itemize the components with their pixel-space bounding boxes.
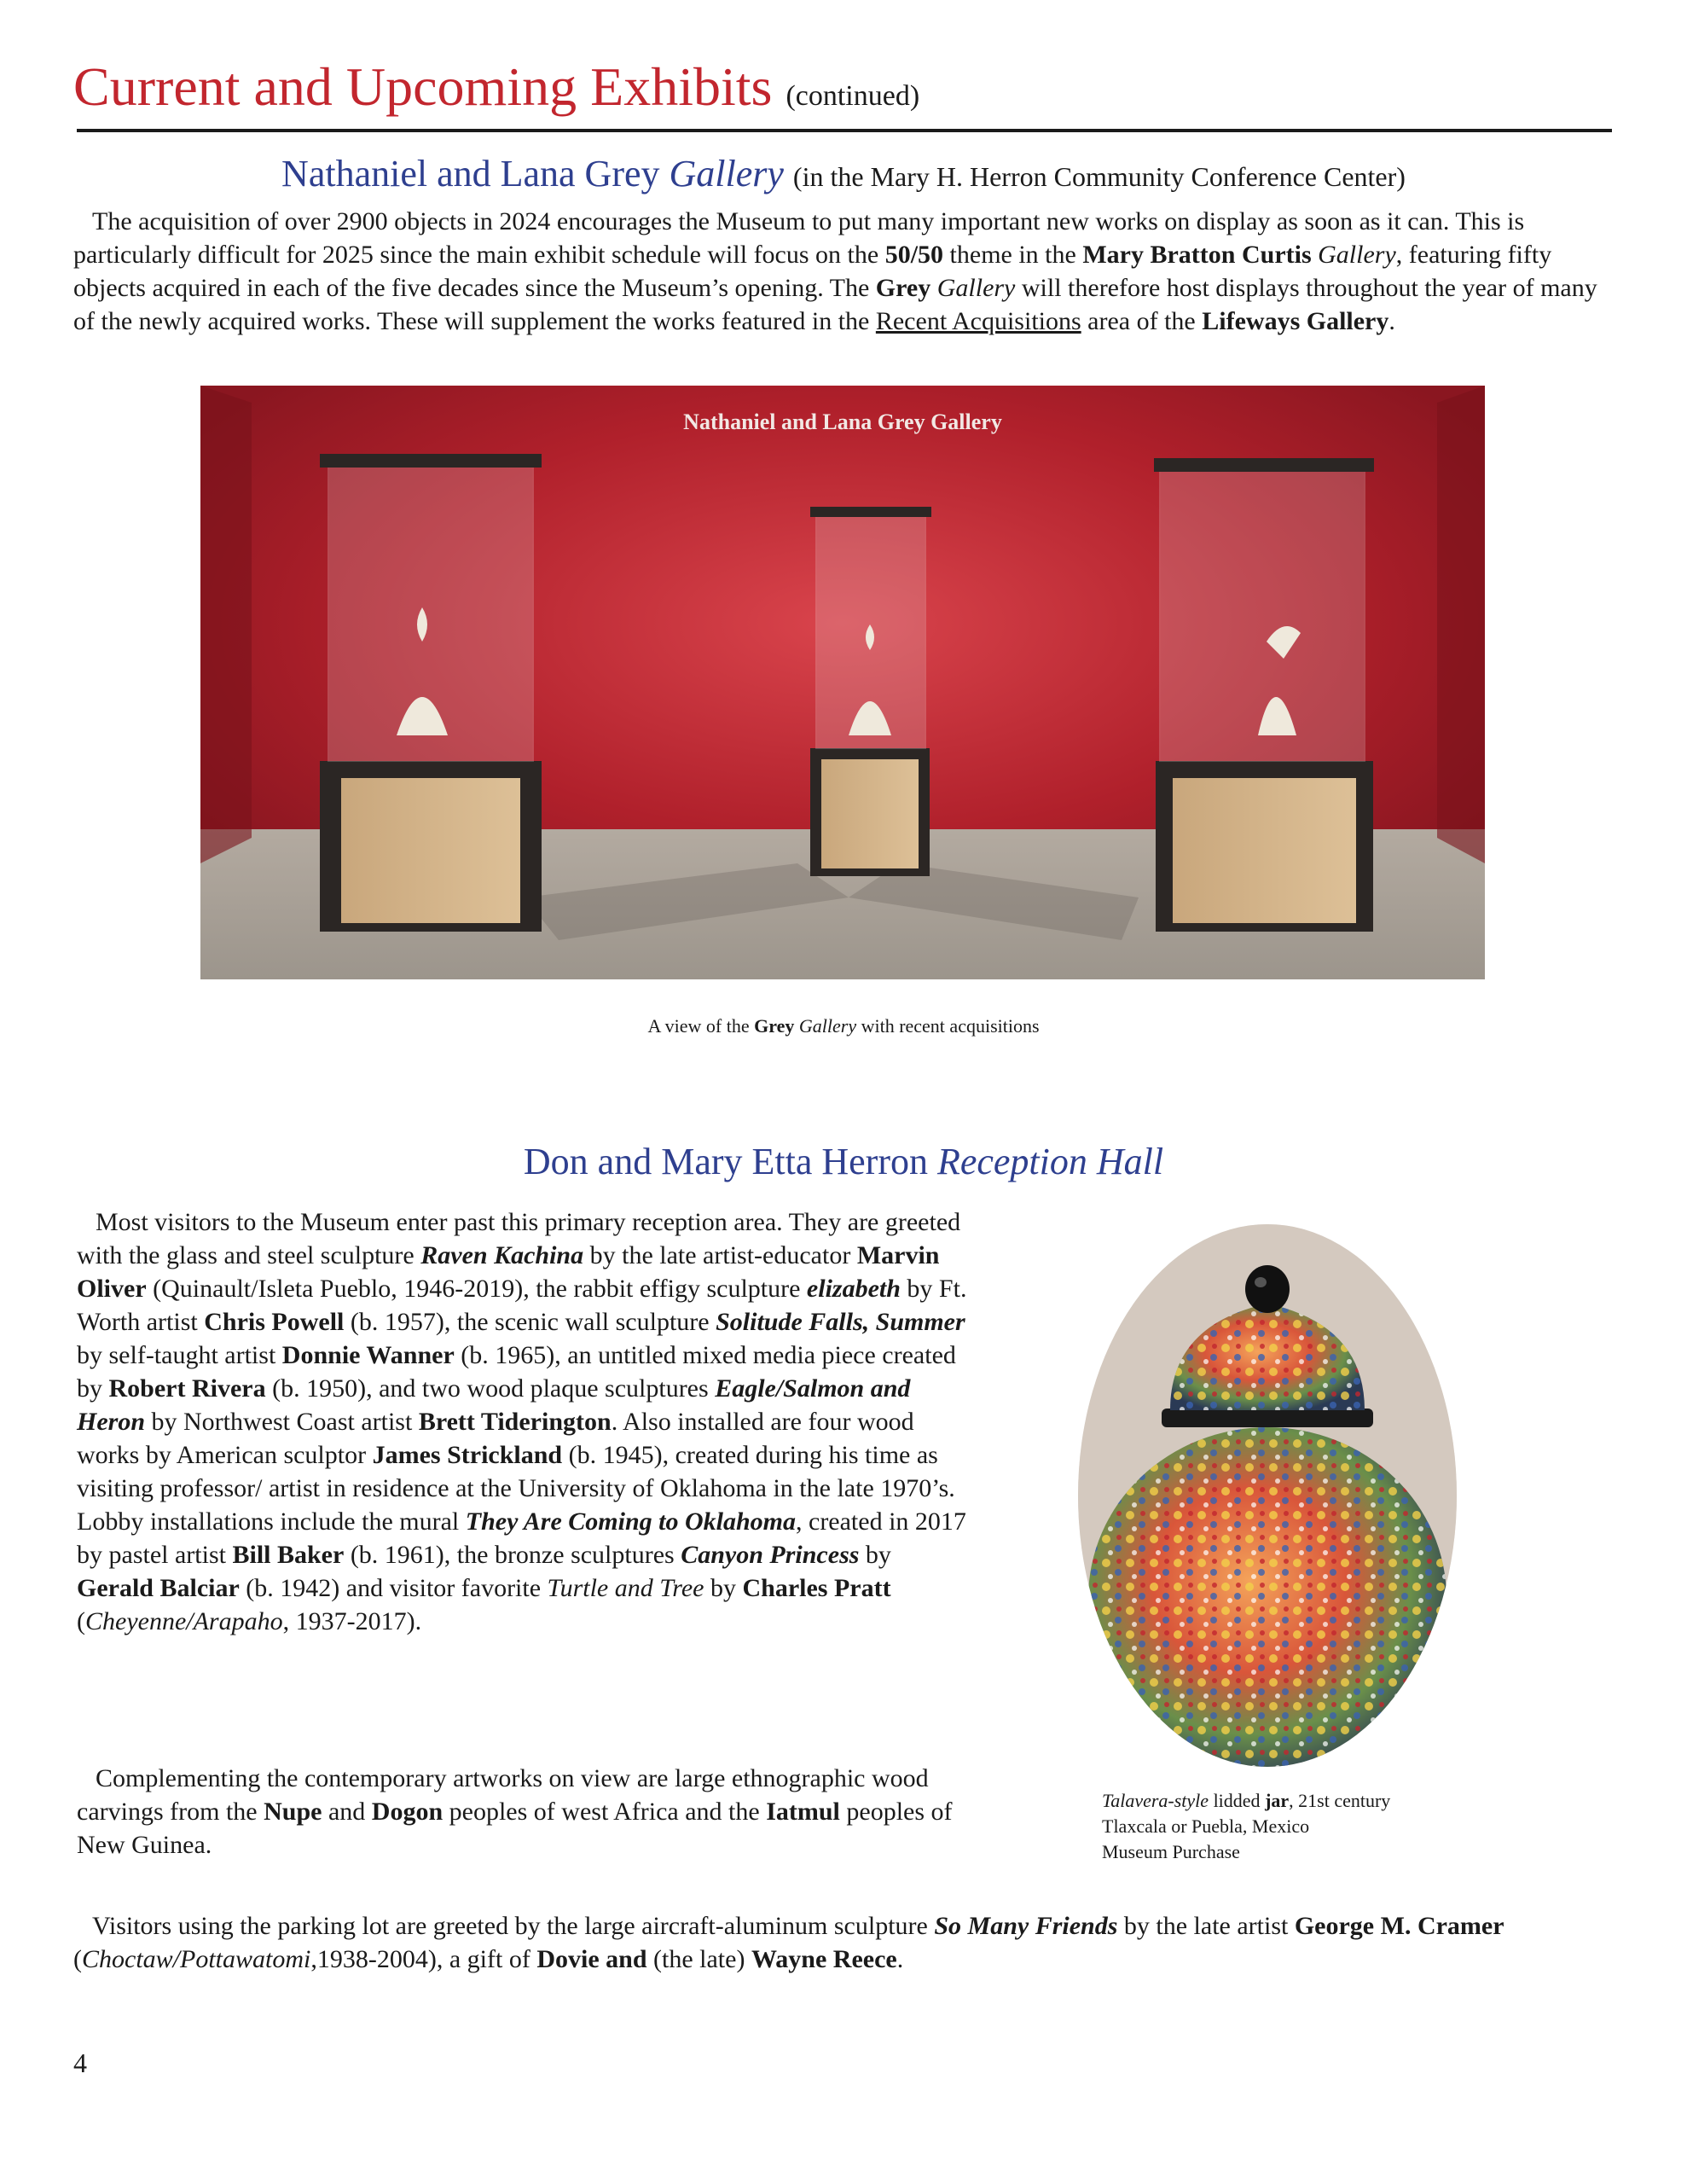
page-title-text: Current and Upcoming Exhibits bbox=[73, 56, 773, 117]
jar-illustration bbox=[1076, 1223, 1458, 1769]
grey-gallery-heading-text: Nathaniel and Lana Grey bbox=[281, 153, 670, 195]
reception-hall-heading-italic: Reception Hall bbox=[936, 1141, 1164, 1182]
talavera-jar-photo bbox=[1076, 1223, 1458, 1769]
grey-gallery-heading bbox=[0, 155, 1687, 193]
grey-gallery-photo bbox=[200, 386, 1485, 979]
gallery-photo-illustration bbox=[200, 386, 1485, 979]
title-divider bbox=[77, 129, 1612, 132]
page-number: 4 bbox=[73, 2048, 87, 2078]
reception-hall-heading bbox=[0, 1143, 1687, 1181]
reception-hall-paragraph-3: Visitors using the parking lot are greeted by the large aircraft-aluminum sculpture So Many Friends by the late artist George M. Cramer (Choctaw/Pottawatomi,1938-2004), a gift of Dovie and (the late) Wayne Reece. bbox=[73, 1912, 1504, 1973]
grey-gallery-paragraph: The acquisition of over 2900 objects in 2024 encourages the Museum to put many important new works on display as soon as it can. This is particularly difficult for 2025 since the main exhibit schedule will focus on the 50/50 theme in the Mary Bratton Curtis Gallery, featuring fifty objects acquired in each of the five decades since the Museum’s opening. The Grey Gallery will therefore host displays throughout the year of many of the newly acquired works. These will supplement the works featured in the Recent Acquisitions area of the Lifeways Gallery. bbox=[73, 207, 1597, 335]
reception-hall-heading-text: Don and Mary Etta Herron bbox=[523, 1141, 937, 1182]
reception-hall-paragraph-2: Complementing the contemporary artworks on view are large ethnographic wood carvings from the Nupe and Dogon peoples of west Africa and the Iatmul peoples of New Guinea. bbox=[77, 1764, 953, 1859]
grey-gallery-heading-location: (in the Mary H. Herron Community Conference Center) bbox=[792, 161, 1406, 192]
page-title-suffix: (continued) bbox=[786, 80, 920, 112]
reception-hall-paragraph-1: Most visitors to the Museum enter past this primary reception area. They are greeted with the glass and steel sculpture Raven Kachina by the late artist-educator Marvin Oliver (Quinault/Isleta Pueblo, 1946-2019), the rabbit effigy sculpture elizabeth by Ft. Worth artist Chris Powell (b. 1957), the scenic wall sculpture Solitude Falls, Summer by self-taught artist Donnie Wanner (b. 1965), an untitled mixed media piece created by Robert Rivera (b. 1950), and two wood plaque sculptures Eagle/Salmon and Heron by Northwest Coast artist Brett Tiderington. Also installed are four wood works by American sculptor James Strickland (b. 1945), created during his time as visiting professor/ artist in residence at the University of Oklahoma in the late 1970’s. Lobby installations include the mural They Are Coming to Oklahoma, created in 2017 by pastel artist Bill Baker (b. 1961), the bronze sculptures Canyon Princess by Gerald Balciar (b. 1942) and visitor favorite Turtle and Tree by Charles Pratt (Cheyenne/Arapaho, 1937-2017). bbox=[77, 1208, 967, 1635]
grey-gallery-caption: A view of the Grey Gallery with recent acquisitions bbox=[647, 1015, 1040, 1037]
page-title bbox=[73, 56, 920, 117]
jar-caption: Talavera-style lidded jar, 21st century Tlaxcala or Puebla, Mexico Museum Purchase bbox=[1102, 1790, 1391, 1862]
gallery-sign-text: Nathaniel and Lana Grey Gallery bbox=[683, 410, 1002, 434]
grey-gallery-heading-italic: Gallery bbox=[669, 153, 784, 195]
